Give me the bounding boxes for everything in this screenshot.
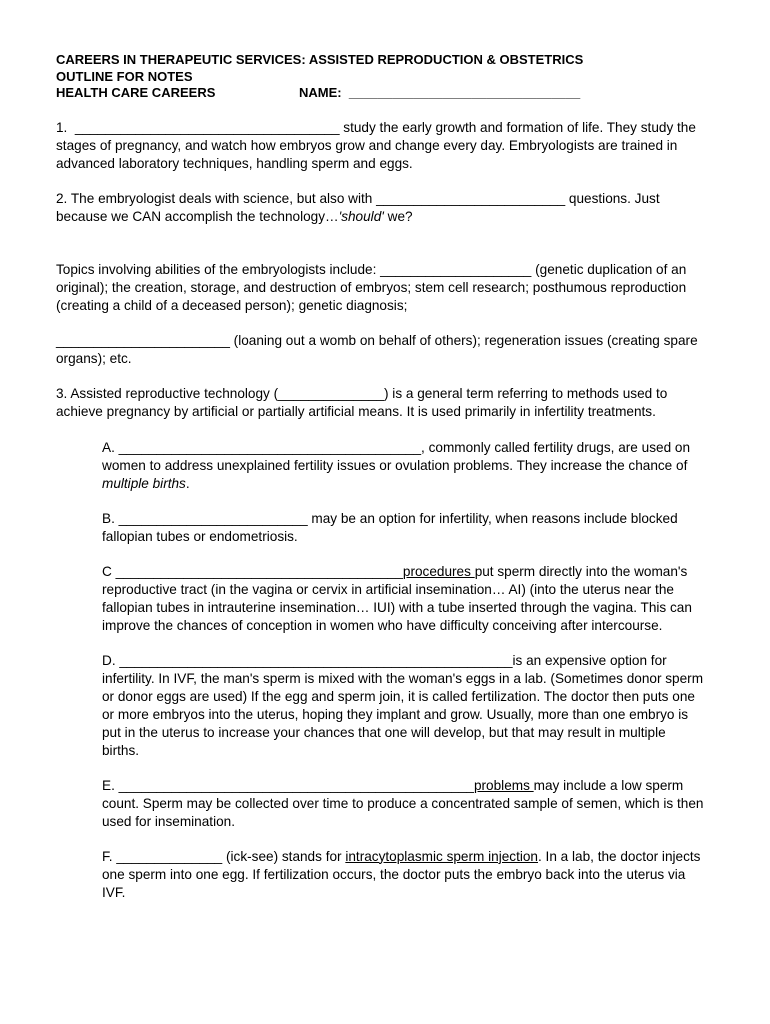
course-name-row: [56, 85, 706, 102]
question-2-end: we?: [383, 208, 413, 224]
item-b-text: may be an option for infertility, when reasons include blocked fallopian tubes or endometriosis.: [102, 510, 678, 544]
item-c-text: put sperm directly into the woman's reproductive tract (in the vagina or cervix in artificial insemination… AI) (into the uterus near the fallopian tubes in intrauterine insemination… IUI) with a tube inserted through the vagina. This can improve the chances of conception in women who have difficulty conceiving after intercourse.: [102, 563, 692, 633]
item-c-blank[interactable]: ______________________________________: [115, 563, 403, 579]
item-a-label: A.: [102, 439, 119, 455]
item-f-text: . In a lab, the doctor injects one sperm into one egg. If fertilization occurs, the doctor puts the embryo back into the uterus via IVF.: [102, 848, 701, 900]
item-e-text: may include a low sperm count. Sperm may be collected over time to produce a concentrated sample of semen, which is then used for insemination.: [102, 777, 704, 829]
topics-pre: Topics involving abilities of the embryologists include:: [56, 261, 381, 277]
item-f: [102, 848, 706, 902]
topics-paragraph-2: [56, 332, 706, 368]
item-d-blank[interactable]: ____________________________________________________: [119, 652, 513, 668]
item-d-label: D.: [102, 652, 120, 668]
document-page: [56, 52, 706, 902]
topics-post: (genetic duplication of an original); the creation, storage, and destruction of embryos; stem cell research; posthumous reproduction (creating a child of a deceased person); genetic diagnosis;: [56, 261, 687, 313]
question-3-pre: 3. Assisted reproductive technology (: [56, 385, 279, 401]
topics-paragraph: [56, 261, 706, 315]
item-a: [102, 439, 706, 493]
question-3: [56, 385, 706, 421]
question-1-text: study the early growth and formation of life. They study the stages of pregnancy, and watch how embryos grow and change every day. Embryologists are trained in advanced laboratory techniques, handling sperm and eggs.: [56, 119, 696, 171]
topics-blank[interactable]: ____________________: [380, 261, 532, 277]
item-a-blank[interactable]: ________________________________________: [118, 439, 422, 455]
question-2-pre: 2. The embryologist deals with science, but also with: [56, 190, 377, 206]
item-d-text: is an expensive option for infertility. In IVF, the man's sperm is mixed with the woman's eggs in a lab. (Sometimes donor sperm or donor eggs are used) If the egg and sperm join, it is called fertilization. The doctor then puts one or more embryos into the uterus, hoping they implant and grow. Usually, more than one embryo is put in the uterus to increase your chances that one will develop, but that may result in multiple births.: [102, 652, 704, 758]
item-d: [102, 652, 706, 760]
item-f-underlined: intracytoplasmic sperm injection: [345, 848, 538, 864]
item-c-label: C: [102, 563, 116, 579]
name-label: NAME:: [299, 85, 342, 100]
item-b-blank[interactable]: _________________________: [118, 510, 308, 526]
item-c: [102, 563, 706, 635]
question-3-post: ) is a general term referring to methods used to achieve pregnancy by artificial or partially artificial means. It is used primarily in infertility treatments.: [56, 385, 668, 419]
topics2-blank[interactable]: _______________________: [56, 332, 230, 348]
question-2-blank[interactable]: _________________________: [376, 190, 566, 206]
document-header: [56, 52, 706, 102]
question-3-blank[interactable]: ______________: [278, 385, 384, 401]
question-1: [56, 119, 706, 173]
question-2: [56, 190, 706, 226]
question-1-blank[interactable]: ___________________________________: [74, 119, 340, 135]
document-title: CAREERS IN THERAPEUTIC SERVICES: ASSISTED REPRODUCTION & OBSTETRICS: [56, 52, 584, 67]
item-b: [102, 510, 706, 546]
item-a-text: , commonly called fertility drugs, are used on women to address unexplained fertility issues or ovulation problems. They increase the chance of: [102, 439, 691, 473]
topics2-post: (loaning out a womb on behalf of others); regeneration issues (creating spare organs); etc.: [56, 332, 698, 366]
item-f-blank[interactable]: ______________: [116, 848, 223, 864]
item-f-label: F.: [102, 848, 117, 864]
question-2-post: questions. Just because we CAN accomplish the technology…: [56, 190, 660, 224]
document-subtitle: OUTLINE FOR NOTES: [56, 68, 193, 84]
item-e-blank[interactable]: _______________________________________________: [118, 777, 474, 793]
item-f-mid: (ick-see) stands for: [222, 848, 346, 864]
item-e-label: E.: [102, 777, 119, 793]
item-e-underlined: problems: [473, 777, 534, 793]
item-b-label: B.: [102, 510, 119, 526]
course-label: HEALTH CARE CAREERS: [56, 85, 216, 100]
item-e: [102, 777, 706, 831]
question-1-number: 1.: [56, 119, 68, 135]
name-blank[interactable]: ________________________________: [348, 85, 581, 100]
item-a-italic: multiple births: [102, 475, 186, 491]
item-a-end: .: [185, 475, 190, 491]
question-2-italic: 'should': [338, 208, 384, 224]
item-c-underlined: procedures: [402, 563, 475, 579]
